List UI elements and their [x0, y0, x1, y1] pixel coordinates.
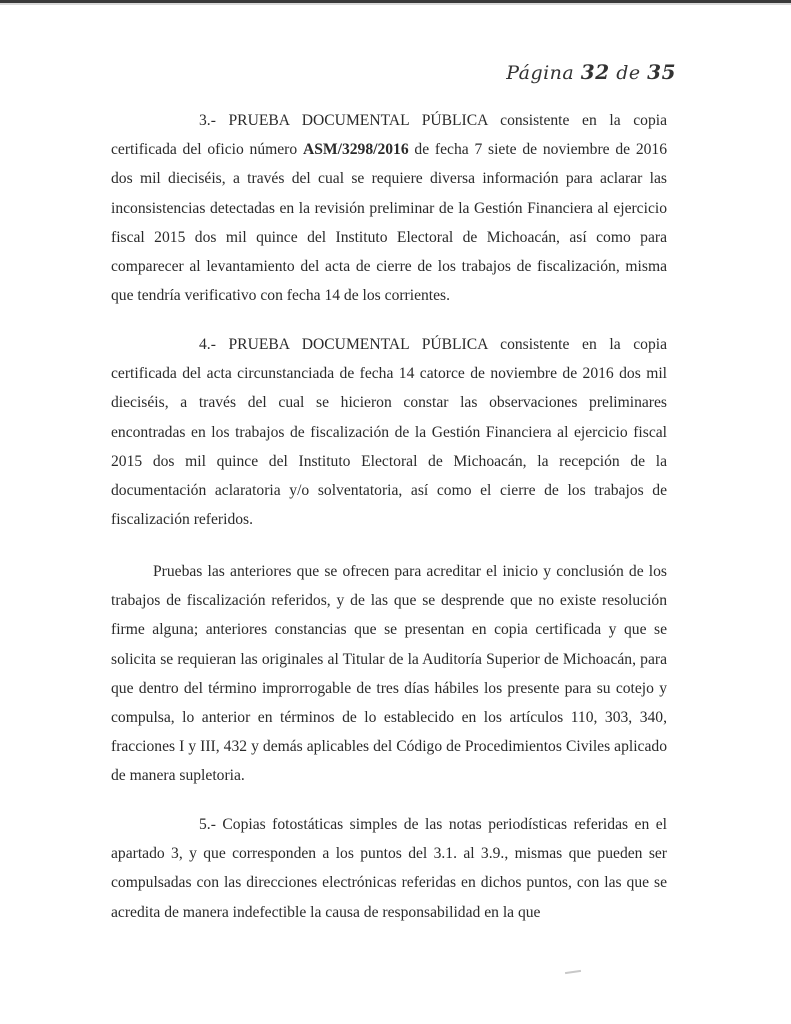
page-connector: de: [616, 62, 641, 84]
page-number: [506, 60, 676, 84]
paragraph-evidence-3-tail: de fecha 7 siete de noviembre de 2016 dos mil dieciséis, a través del cual se requiere diversa información para aclarar las inconsistencias detectadas en la revisión preliminar de la Gestión Financiera al ejercicio fiscal 2015 dos mil quince del Instituto Electoral de Michoacán, así como para comparecer al levantamiento del acta de cierre de los trabajos de fiscalización, misma que tendría verificativo con fecha 14 de los corrientes.: [111, 141, 668, 305]
official-letter-number: ASM/3298/2016: [302, 141, 409, 159]
page-total: 35: [647, 60, 676, 84]
paragraph-evidence-3-lead: 3.- PRUEBA DOCUMENTAL PÚBLICA consistente en la copia certificada del oficio número: [111, 112, 667, 159]
paragraph-evidence-4: 4.- PRUEBA DOCUMENTAL PÚBLICA consistente en la copia certificada del acta circunstanciada de fecha 14 catorce de noviembre de 2016 dos mil dieciséis, a través del cual se hicieron constar las observaciones preliminares encontradas en los trabajos de fiscalización de la Gestión Financiera al ejercicio fiscal 2015 dos mil quince del Instituto Electoral de Michoacán, la recepción de la documentación aclaratoria y/o solventatoria, así como el cierre de los trabajos de fiscalización referidos.: [111, 336, 667, 529]
page-label: Página: [506, 62, 575, 84]
paragraph-evidence-3: [111, 106, 667, 310]
scan-top-shadow: [0, 3, 791, 5]
paragraph-evidence-summary: Pruebas las anteriores que se ofrecen para acreditar el inicio y conclusión de los trabajos de fiscalización referidos, y de las que se desprende que no existe resolución firme alguna; anteriores constancias que se presentan en copia certificada y que se solicita se requieran las originales al Titular de la Auditoría Superior de Michoacán, para que dentro del término improrrogable de tres días hábiles los presente para su cotejo y compulsa, lo anterior en términos de lo establecido en los artículos 110, 303, 340, fracciones I y III, 432 y demás aplicables del Código de Procedimientos Civiles aplicado de manera supletoria.: [111, 563, 667, 785]
page-current: 32: [580, 60, 610, 84]
paragraph-evidence-5: 5.- Copias fotostáticas simples de las notas periodísticas referidas en el apartado 3, y que corresponden a los puntos del 3.1. al 3.9., mismas que pueden ser compulsadas con las direcciones electrónicas referidas en dichos puntos, con las que se acredita de manera indefectible la causa de responsabilidad en la que: [111, 816, 667, 921]
scan-speck: [565, 970, 581, 974]
